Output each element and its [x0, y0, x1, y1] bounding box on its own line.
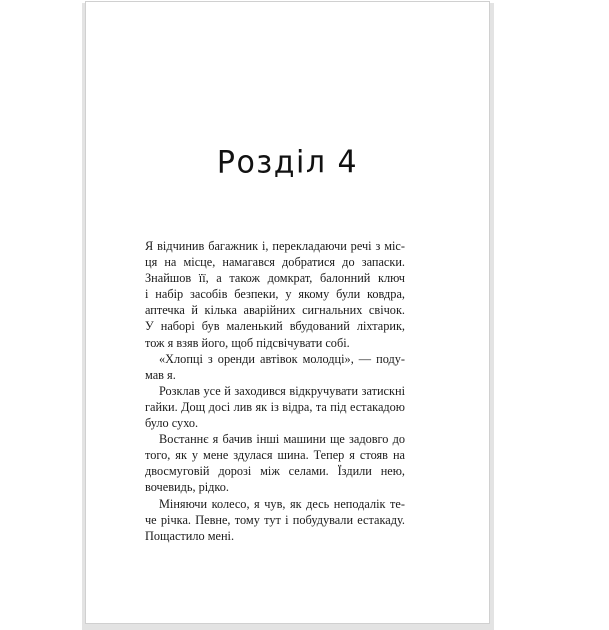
text-line: було сухо.: [145, 416, 199, 431]
text-line: тож я взяв його, щоб підсвічувати собі.: [145, 335, 350, 350]
text-line: аптечка й кілька аварійних сигнальних свічок.: [145, 303, 405, 318]
text-line: Я відчинив багажник і, перекладаючи речі з міс-: [145, 239, 405, 253]
text-line: «Хлопці з оренди автівок молодці», — поду-: [159, 351, 405, 366]
text-line: Востаннє я бачив інші машини ще задовго до: [159, 432, 405, 447]
text-line: Знайшов її, а також домкрат, балонний ключ: [145, 271, 405, 286]
chapter-title: Розділ 4: [216, 144, 359, 181]
text-line: У наборі був маленький вбудований ліхтарик,: [145, 319, 405, 334]
text-line: Пощастило мені.: [145, 528, 235, 543]
text-line: мав я.: [145, 367, 176, 382]
text-line: Міняючи колесо, я чув, як десь неподалік те-: [159, 496, 405, 511]
text-line: і набір засобів безпеки, у якому були ковдра,: [145, 287, 405, 302]
text-line: гайки. Дощ досі лив як із відра, та під естакадою: [145, 399, 405, 414]
text-line: че річка. Певне, тому тут і побудували естакаду.: [145, 512, 405, 527]
text-line: Розклав усе й заходився відкручувати затискні: [159, 383, 405, 398]
text-line: вочевидь, рідко.: [145, 480, 229, 495]
chapter-body: [145, 238, 405, 544]
book-page: [85, 1, 490, 624]
text-line: того, як у мене здулася шина. Тепер я стояв на: [145, 448, 405, 463]
text-line: двосмуговій дорозі між селами. Їздили нею,: [145, 464, 405, 479]
text-line: ця на місце, намагався добратися до запаски.: [145, 255, 405, 270]
